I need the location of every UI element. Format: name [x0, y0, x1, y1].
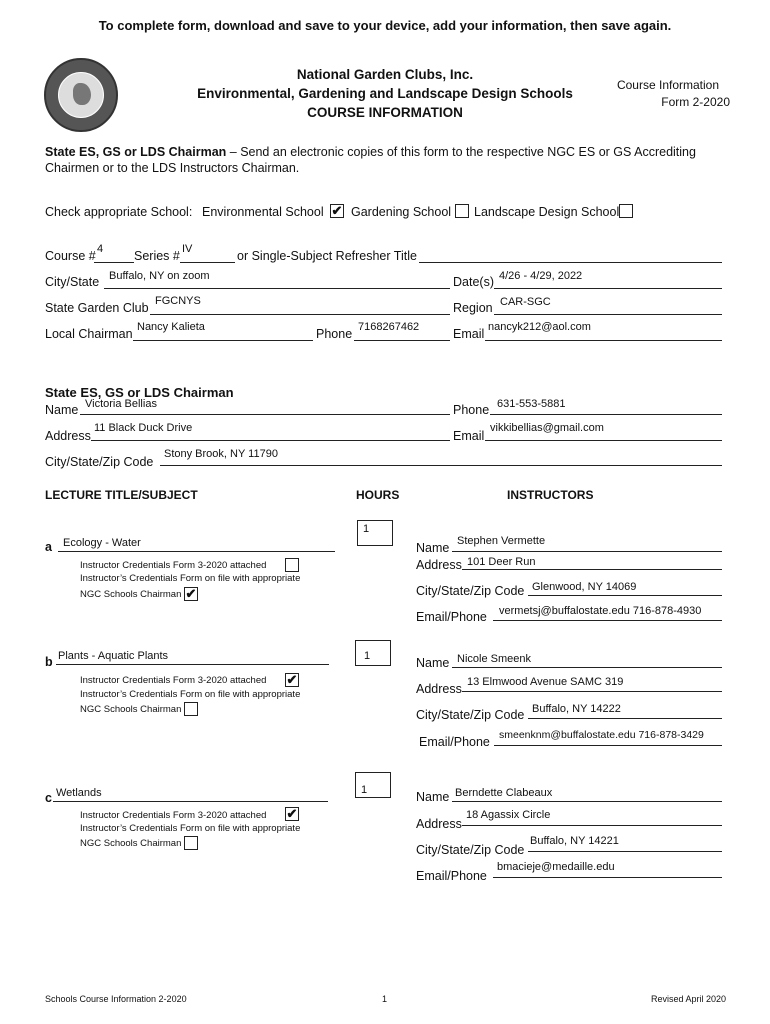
lecture-b-title-field[interactable]: Plants - Aquatic Plants	[58, 650, 169, 662]
lecture-a-title-field[interactable]: Ecology - Water	[63, 537, 141, 549]
lecture-a-ep-label: Email/Phone	[416, 610, 487, 624]
lecture-b-name-field[interactable]: Nicole Smeenk	[457, 653, 531, 665]
lecture-a-letter: a	[45, 540, 52, 554]
school-environmental-label: Environmental School	[202, 205, 324, 219]
footer-left: Schools Course Information 2-2020	[45, 994, 187, 1004]
lecture-c-csz-field[interactable]: Buffalo, NY 14221	[530, 835, 619, 847]
garden-club-field[interactable]: FGCNYS	[155, 295, 201, 307]
lecture-c-address-label: Address	[416, 817, 462, 831]
instructions-text: – Send an electronic copies of this form to the respective NGC ES or GS Accrediting	[226, 145, 696, 159]
lecture-b-ep-field[interactable]: smeenknm@buffalostate.edu 716-878-3429	[499, 729, 704, 741]
lecture-c-address-line	[462, 825, 722, 826]
local-email-field[interactable]: nancyk212@aol.com	[488, 321, 591, 333]
lecture-b-cred2b-label: NGC Schools Chairman	[80, 704, 182, 715]
instructions-line2: Chairmen or to the LDS Instructors Chairman.	[45, 161, 300, 175]
lecture-b-csz-field[interactable]: Buffalo, NY 14222	[532, 703, 621, 715]
instructions-bold: State ES, GS or LDS Chairman	[45, 145, 227, 159]
lecture-c-ep-line	[493, 877, 722, 878]
school-landscape-label: Landscape Design School	[474, 205, 620, 219]
chairman-email-field[interactable]: vikkibellias@gmail.com	[490, 422, 604, 434]
lecture-a-address-line	[462, 569, 722, 570]
local-email-line	[485, 340, 722, 341]
dates-line	[494, 288, 722, 289]
garden-club-label: State Garden Club	[45, 301, 149, 315]
lecture-a-csz-line	[528, 595, 722, 596]
lecture-a-hours-box[interactable]	[357, 520, 393, 546]
local-chairman-line	[133, 340, 313, 341]
local-phone-label: Phone	[316, 327, 353, 341]
lecture-a-name-field[interactable]: Stephen Vermette	[457, 535, 546, 547]
lecture-c-name-field[interactable]: Berndette Clabeaux	[455, 787, 553, 799]
school-gardening-checkbox[interactable]	[455, 204, 469, 218]
header-form-name: Course Information	[616, 78, 720, 92]
lecture-a-cred1-checkbox[interactable]	[285, 558, 299, 572]
lecture-c-title-field[interactable]: Wetlands	[56, 787, 102, 799]
city-state-field[interactable]: Buffalo, NY on zoom	[109, 270, 210, 282]
lecture-c-ep-label: Email/Phone	[416, 869, 487, 883]
lecture-b-title-line	[56, 664, 329, 665]
lecture-c-csz-label: City/State/Zip Code	[416, 843, 525, 857]
lecture-b-cred2-checkbox[interactable]	[184, 702, 198, 716]
state-chairman-heading: State ES, GS or LDS Chairman	[45, 385, 234, 400]
lecture-b-letter: b	[45, 655, 53, 669]
local-phone-line	[354, 340, 450, 341]
school-gardening-label: Gardening School	[351, 205, 452, 219]
lecture-b-hours: 1	[364, 650, 371, 662]
chairman-phone-label: Phone	[453, 403, 490, 417]
lecture-b-csz-line	[528, 718, 722, 719]
lecture-a-name-line	[452, 551, 722, 552]
top-notice: To complete form, download and save to your device, add your information, then save again.	[98, 18, 672, 33]
lecture-a-ep-line	[493, 620, 722, 621]
lecture-c-cred2-checkbox[interactable]	[184, 836, 198, 850]
region-line	[494, 314, 722, 315]
lecture-b-cred1-label: Instructor Credentials Form 3-2020 attached	[80, 675, 267, 686]
lecture-b-address-field[interactable]: 13 Elmwood Avenue SAMC 319	[467, 676, 624, 688]
chairman-address-field[interactable]: 11 Black Duck Drive	[94, 422, 193, 434]
lecture-c-name-line	[452, 801, 722, 802]
chairman-name-line	[80, 414, 450, 415]
refresher-title-field[interactable]	[419, 262, 722, 263]
lecture-b-ep-line	[494, 745, 722, 746]
lecture-a-csz-label: City/State/Zip Code	[416, 584, 525, 598]
col-hours: HOURS	[356, 488, 400, 502]
lecture-b-cred2-label: Instructor’s Credentials Form on file with appropriate	[80, 689, 301, 700]
lecture-a-csz-field[interactable]: Glenwood, NY 14069	[532, 581, 637, 593]
col-lecture-title: LECTURE TITLE/SUBJECT	[45, 488, 198, 502]
footer-right: Revised April 2020	[650, 994, 726, 1004]
chairman-phone-field[interactable]: 631-553-5881	[497, 398, 566, 410]
lecture-a-cred2b-label: NGC Schools Chairman	[80, 589, 182, 600]
lecture-c-hours: 1	[361, 784, 368, 796]
lecture-a-cred1-label: Instructor Credentials Form 3-2020 attached	[80, 560, 267, 571]
lecture-c-cred1-checkbox[interactable]: ✔	[286, 806, 298, 821]
chairman-name-label: Name	[45, 403, 79, 417]
course-number-line	[94, 262, 134, 263]
lecture-c-name-label: Name	[416, 790, 450, 804]
course-number-field[interactable]: 4	[97, 243, 104, 255]
lecture-a-ep-field[interactable]: vermetsj@buffalostate.edu 716-878-4930	[499, 605, 702, 617]
lecture-b-address-label: Address	[416, 682, 462, 696]
chairman-address-line	[91, 440, 450, 441]
chairman-csz-field[interactable]: Stony Brook, NY 11790	[164, 448, 278, 460]
local-chairman-label: Local Chairman	[45, 327, 133, 341]
lecture-a-title-line	[58, 551, 335, 552]
school-landscape-checkbox[interactable]	[619, 204, 633, 218]
lecture-b-name-label: Name	[416, 656, 450, 670]
school-environmental-checkbox[interactable]: ✔	[331, 203, 343, 218]
lecture-c-ep-field[interactable]: bmacieje@medaille.edu	[497, 861, 615, 873]
header-org: National Garden Clubs, Inc.	[296, 67, 474, 82]
lecture-a-name-label: Name	[416, 541, 450, 555]
lecture-b-name-line	[452, 667, 722, 668]
dates-label: Date(s)	[453, 275, 494, 289]
instructions-line1	[45, 145, 696, 159]
lecture-a-address-field[interactable]: 101 Deer Run	[467, 556, 536, 568]
lecture-c-title-line	[53, 801, 328, 802]
lecture-a-address-label: Address	[416, 558, 462, 572]
lecture-c-letter: c	[45, 791, 52, 805]
header-form-number: Form 2-2020	[661, 95, 730, 109]
chairman-csz-label: City/State/Zip Code	[45, 455, 154, 469]
chairman-address-label: Address	[45, 429, 91, 443]
footer-page-number: 1	[382, 994, 388, 1004]
city-state-line	[104, 288, 450, 289]
chairman-csz-line	[160, 465, 722, 466]
header-title: COURSE INFORMATION	[307, 105, 463, 120]
chairman-email-line	[485, 440, 722, 441]
garden-club-line	[150, 314, 450, 315]
local-phone-field[interactable]: 7168267462	[358, 321, 420, 333]
lecture-b-hours-box[interactable]	[355, 640, 391, 666]
chairman-phone-line	[490, 414, 722, 415]
chairman-email-label: Email	[453, 429, 485, 443]
ngc-seal-logo	[44, 58, 118, 132]
course-number-label: Course #	[45, 249, 96, 263]
region-label: Region	[453, 301, 493, 315]
local-email-label: Email	[453, 327, 485, 341]
col-instructors: INSTRUCTORS	[507, 488, 594, 502]
dates-field[interactable]: 4/26 - 4/29, 2022	[499, 270, 583, 282]
lecture-c-cred1-label: Instructor Credentials Form 3-2020 attached	[80, 810, 267, 821]
lecture-c-cred2-label: Instructor’s Credentials Form on file with appropriate	[80, 823, 301, 834]
lecture-b-cred1-checkbox[interactable]: ✔	[286, 672, 298, 687]
series-number-line	[180, 262, 235, 263]
lecture-c-cred2b-label: NGC Schools Chairman	[80, 838, 182, 849]
city-state-label: City/State	[45, 275, 100, 289]
seal-center-icon	[58, 72, 104, 118]
lecture-c-hours-box[interactable]	[355, 772, 391, 798]
lecture-b-ep-label: Email/Phone	[419, 735, 490, 749]
local-chairman-field[interactable]: Nancy Kalieta	[137, 321, 205, 333]
region-field[interactable]: CAR-SGC	[500, 296, 551, 308]
refresher-title-label: or Single-Subject Refresher Title	[237, 249, 417, 263]
lecture-c-csz-line	[528, 851, 722, 852]
series-number-field[interactable]: IV	[182, 243, 193, 255]
series-number-label: Series #	[134, 249, 180, 263]
lecture-b-address-line	[462, 691, 722, 692]
lecture-a-hours: 1	[363, 523, 370, 535]
lecture-b-csz-label: City/State/Zip Code	[416, 708, 525, 722]
lecture-a-cred2-label: Instructor’s Credentials Form on file with appropriate	[80, 573, 301, 584]
lecture-c-address-field[interactable]: 18 Agassix Circle	[466, 809, 551, 821]
lecture-a-cred2-checkbox[interactable]: ✔	[185, 586, 197, 601]
chairman-name-field[interactable]: Victoria Bellias	[85, 398, 157, 410]
header-schools: Environmental, Gardening and Landscape Design Schools	[197, 86, 573, 101]
school-label: Check appropriate School:	[45, 205, 193, 219]
